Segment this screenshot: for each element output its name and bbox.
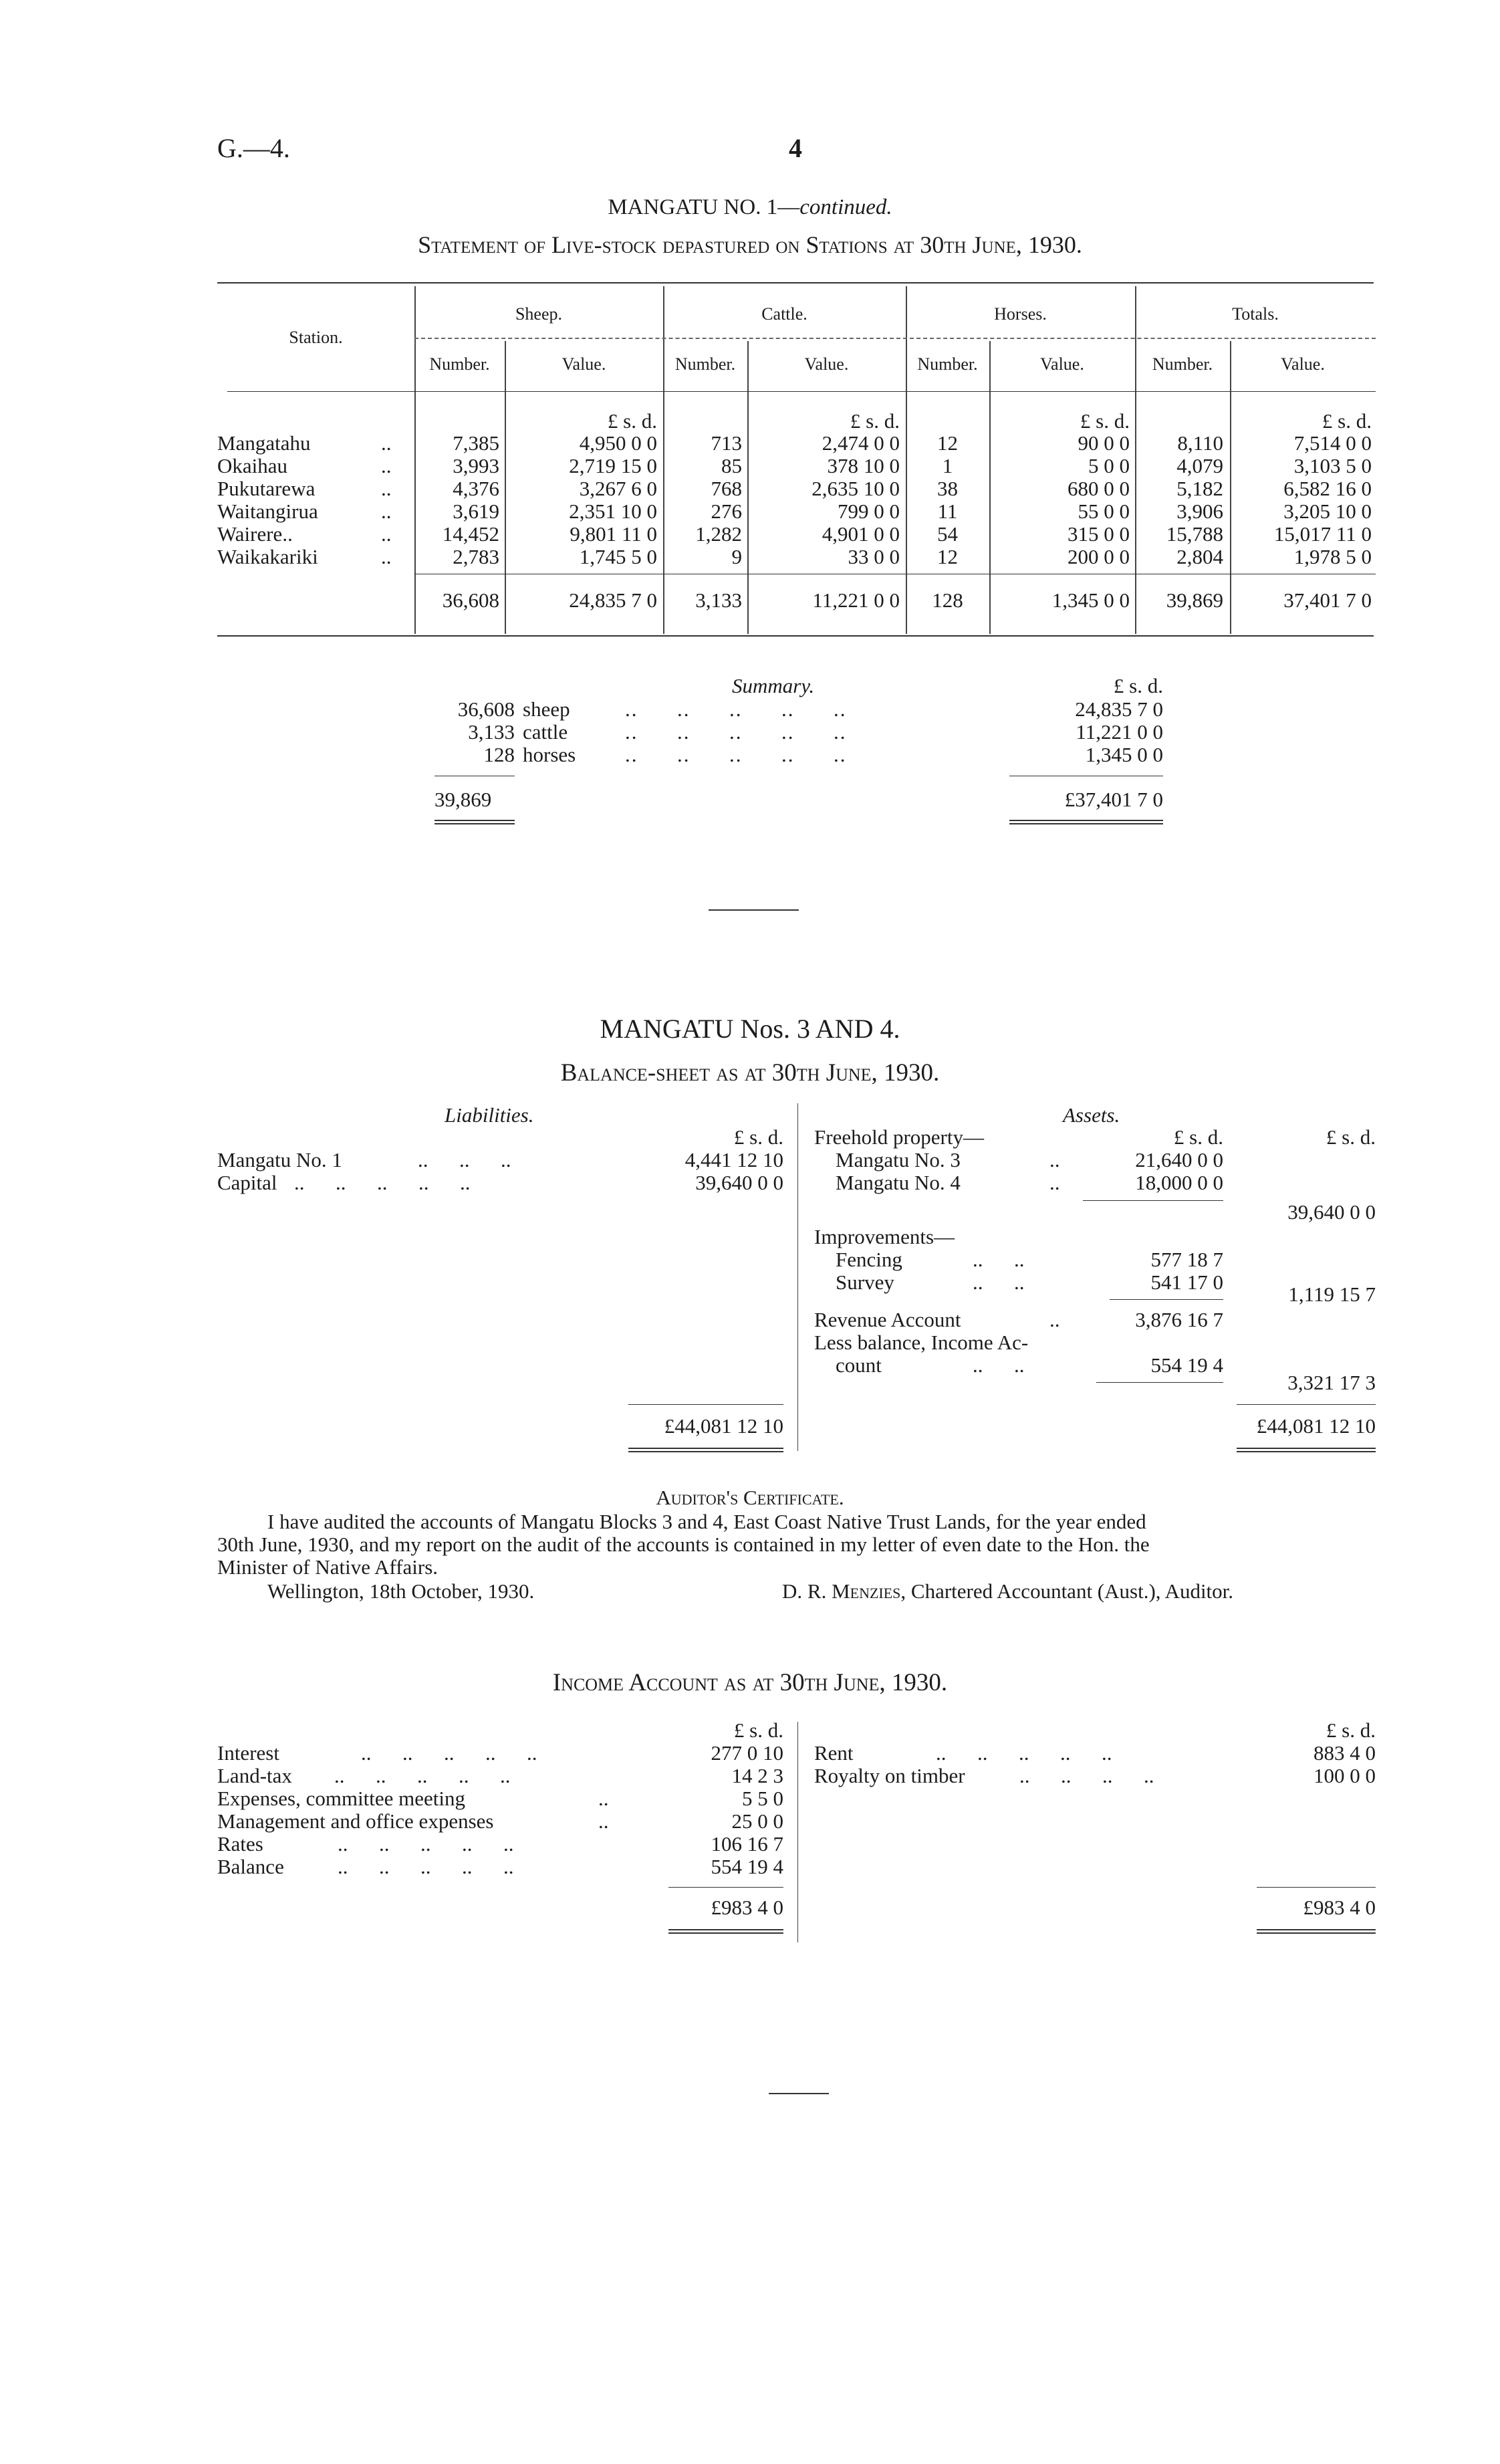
income-left-value: 554 19 4 bbox=[711, 1855, 783, 1878]
revenue-label: Revenue Account bbox=[814, 1308, 961, 1331]
balance-title: Balance-sheet as at 30th June, 1930. bbox=[560, 1059, 940, 1087]
sub-horses-value: Value. bbox=[1040, 354, 1084, 374]
sub-cattle-value: Value. bbox=[804, 354, 849, 374]
cattle-value: 2,635 10 0 bbox=[811, 477, 900, 500]
sheep-number: 4,376 bbox=[453, 477, 499, 500]
income-left-value: 5 5 0 bbox=[742, 1787, 783, 1810]
income-left-value: 277 0 10 bbox=[711, 1741, 783, 1765]
leader-dots: .. .. .. .. .. bbox=[361, 1741, 537, 1765]
horses-value: 680 0 0 bbox=[1068, 477, 1130, 500]
group-sheep: Sheep. bbox=[515, 304, 563, 324]
sub-horses-number: Number. bbox=[917, 354, 978, 374]
less-balance-value: 554 19 4 bbox=[1150, 1353, 1223, 1377]
station-name: Waitangirua bbox=[217, 499, 318, 523]
sheep-value: 3,267 6 0 bbox=[579, 477, 657, 500]
income-left-label: Land-tax bbox=[217, 1764, 292, 1787]
leader-dots: .. .. .. .. .. bbox=[625, 720, 847, 744]
lsd-cattle: £ s. d. bbox=[850, 409, 900, 433]
sheep-value: 9,801 11 0 bbox=[570, 522, 657, 546]
horses-value: 55 0 0 bbox=[1078, 499, 1130, 523]
income-right-total: £983 4 0 bbox=[1303, 1896, 1376, 1919]
leader-dots: .. bbox=[381, 454, 392, 477]
assets-label: Assets. bbox=[1063, 1103, 1120, 1127]
leader-dots: .. .. .. .. .. bbox=[338, 1855, 514, 1878]
auditor-signature bbox=[782, 1579, 1233, 1603]
summary-value: 1,345 0 0 bbox=[1085, 743, 1163, 766]
leader-dots: .. .. .. .. .. bbox=[936, 1741, 1112, 1765]
fencing-label: Fencing bbox=[836, 1248, 902, 1271]
totals-value: 1,978 5 0 bbox=[1293, 545, 1372, 568]
leader-dots: .. bbox=[1049, 1308, 1060, 1331]
income-right-label: Rent bbox=[814, 1741, 854, 1765]
summary-label: cattle bbox=[523, 720, 568, 744]
totals-number: 3,906 bbox=[1176, 499, 1223, 523]
assets-lsd-inner: £ s. d. bbox=[1173, 1125, 1223, 1149]
auditor-place-date: Wellington, 18th October, 1930. bbox=[267, 1579, 535, 1603]
leader-dots: .. .. .. .. .. bbox=[294, 1171, 471, 1194]
horses-value: 90 0 0 bbox=[1078, 431, 1130, 455]
summary-total-value: £37,401 7 0 bbox=[1064, 788, 1163, 811]
horses-number: 12 bbox=[937, 431, 958, 455]
auditor-line-1: I have audited the accounts of Mangatu Blocks 3 and 4, East Coast Native Trust Lands, for the year ended bbox=[267, 1510, 1146, 1533]
cattle-number: 768 bbox=[711, 477, 742, 500]
group-horses: Horses. bbox=[994, 304, 1047, 324]
leader-dots: .. .. bbox=[973, 1270, 1025, 1294]
income-right-label: Royalty on timber bbox=[814, 1764, 965, 1787]
sheep-number: 3,619 bbox=[453, 499, 499, 523]
totals-value: 15,017 11 0 bbox=[1273, 522, 1372, 546]
sub-totals-number: Number. bbox=[1152, 354, 1213, 374]
lsd-totals: £ s. d. bbox=[1322, 409, 1372, 433]
sub-sheep-number: Number. bbox=[429, 354, 490, 374]
mangatu3-label: Mangatu No. 3 bbox=[836, 1148, 961, 1171]
income-left-value: 14 2 3 bbox=[731, 1764, 783, 1787]
mangatu3-value: 21,640 0 0 bbox=[1135, 1148, 1223, 1171]
station-name: Okaihau bbox=[217, 454, 288, 477]
summary-label: sheep bbox=[523, 697, 570, 721]
station-name: Pukutarewa bbox=[217, 477, 316, 500]
station-name: Wairere.. bbox=[217, 522, 293, 546]
bottom-divider bbox=[769, 2093, 829, 2094]
leader-dots: .. bbox=[381, 522, 392, 546]
liabilities-label: Liabilities. bbox=[445, 1103, 534, 1127]
less-balance-label: Less balance, Income Ac- bbox=[814, 1331, 1029, 1354]
cattle-value: 4,901 0 0 bbox=[822, 522, 900, 546]
freehold-label: Freehold property— bbox=[814, 1125, 984, 1149]
revenue-value: 3,876 16 7 bbox=[1135, 1308, 1223, 1331]
mangatu4-label: Mangatu No. 4 bbox=[836, 1171, 961, 1194]
horses-number: 1 bbox=[942, 454, 953, 477]
cattle-number: 713 bbox=[711, 431, 742, 455]
total-cattle-value: 11,221 0 0 bbox=[812, 588, 900, 612]
mangatu4-value: 18,000 0 0 bbox=[1135, 1171, 1223, 1194]
summary-total-count: 39,869 bbox=[434, 788, 492, 811]
leader-dots: .. .. .. .. bbox=[1019, 1764, 1154, 1787]
income-right-value: 100 0 0 bbox=[1314, 1764, 1376, 1787]
cattle-number: 1,282 bbox=[695, 522, 742, 546]
total-horses-value: 1,345 0 0 bbox=[1051, 588, 1130, 612]
totals-number: 2,804 bbox=[1176, 545, 1223, 568]
liability-label: Capital bbox=[217, 1171, 277, 1194]
income-left-label: Management and office expenses bbox=[217, 1809, 494, 1833]
totals-number: 15,788 bbox=[1166, 522, 1223, 546]
auditor-designation: Chartered Accountant (Aust.), Auditor. bbox=[910, 1579, 1234, 1603]
total-totals-value: 37,401 7 0 bbox=[1283, 588, 1372, 612]
liabilities-total: £44,081 12 10 bbox=[664, 1414, 783, 1438]
income-left-label: Interest bbox=[217, 1741, 279, 1765]
auditor-line-3: Minister of Native Affairs. bbox=[217, 1555, 439, 1579]
auditor-title: Auditor's Certificate. bbox=[656, 1486, 844, 1509]
balance-heading: MANGATU Nos. 3 AND 4. bbox=[600, 1014, 900, 1044]
horses-value: 5 0 0 bbox=[1088, 454, 1130, 477]
totals-number: 8,110 bbox=[1177, 431, 1223, 455]
lsd-sheep: £ s. d. bbox=[607, 409, 657, 433]
total-horses-number: 128 bbox=[932, 588, 963, 612]
cattle-number: 85 bbox=[721, 454, 742, 477]
livestock-title: Statement of Live-stock depastured on Stations at 30th June, 1930. bbox=[418, 231, 1082, 258]
table-top-rule bbox=[217, 282, 1374, 284]
cattle-number: 9 bbox=[731, 545, 742, 568]
cattle-value: 799 0 0 bbox=[838, 499, 900, 523]
totals-value: 7,514 0 0 bbox=[1293, 431, 1372, 455]
liabilities-lsd: £ s. d. bbox=[733, 1125, 783, 1149]
survey-label: Survey bbox=[836, 1270, 894, 1294]
summary-value: 11,221 0 0 bbox=[1076, 720, 1163, 744]
improvements-label: Improvements— bbox=[814, 1225, 955, 1248]
summary-count: 3,133 bbox=[468, 720, 515, 744]
cattle-value: 378 10 0 bbox=[827, 454, 900, 477]
cattle-value: 33 0 0 bbox=[848, 545, 900, 568]
sub-totals-value: Value. bbox=[1281, 354, 1325, 374]
fencing-value: 577 18 7 bbox=[1150, 1248, 1223, 1271]
leader-dots: .. bbox=[1049, 1171, 1060, 1194]
auditor-name: D. R. Menzies, bbox=[782, 1579, 906, 1603]
cattle-number: 276 bbox=[711, 499, 742, 523]
income-left-lsd: £ s. d. bbox=[733, 1718, 783, 1742]
livestock-heading-cont: continued. bbox=[799, 195, 892, 219]
leader-dots: .. bbox=[598, 1787, 609, 1810]
total-sheep-value: 24,835 7 0 bbox=[569, 588, 657, 612]
less-balance-label-cont: count bbox=[836, 1353, 882, 1377]
horses-number: 54 bbox=[937, 522, 958, 546]
summary-title: Summary. bbox=[732, 674, 815, 697]
liability-value: 4,441 12 10 bbox=[684, 1148, 783, 1171]
improvements-total: 1,119 15 7 bbox=[1288, 1282, 1376, 1306]
income-title: Income Account as at 30th June, 1930. bbox=[552, 1669, 948, 1696]
leader-dots: .. .. .. .. .. bbox=[338, 1832, 514, 1856]
total-sheep-number: 36,608 bbox=[442, 588, 499, 612]
page-number: 4 bbox=[789, 133, 802, 163]
assets-total: £44,081 12 10 bbox=[1256, 1414, 1376, 1438]
leader-dots: .. bbox=[1049, 1148, 1060, 1171]
leader-dots: .. .. .. .. .. bbox=[334, 1764, 511, 1787]
page-ref: G.—4. bbox=[217, 133, 290, 163]
leader-dots: .. bbox=[381, 545, 392, 568]
sheep-number: 2,783 bbox=[453, 545, 499, 568]
cattle-value: 2,474 0 0 bbox=[822, 431, 900, 455]
sub-sheep-value: Value. bbox=[561, 354, 606, 374]
lsd-horses: £ s. d. bbox=[1080, 409, 1130, 433]
leader-dots: .. bbox=[381, 477, 392, 500]
income-left-value: 106 16 7 bbox=[711, 1832, 783, 1856]
auditor-line-2: 30th June, 1930, and my report on the audit of the accounts is contained in my letter of even date to the Hon. the bbox=[217, 1533, 1150, 1556]
sheep-value: 2,351 10 0 bbox=[569, 499, 657, 523]
summary-label: horses bbox=[523, 743, 576, 766]
station-name: Waikakariki bbox=[217, 545, 318, 568]
col-station: Station. bbox=[289, 328, 343, 347]
leader-dots: .. .. .. bbox=[418, 1148, 511, 1171]
summary-lsd: £ s. d. bbox=[1113, 674, 1163, 697]
group-totals: Totals. bbox=[1232, 304, 1279, 324]
income-left-label: Balance bbox=[217, 1855, 284, 1878]
horses-value: 315 0 0 bbox=[1068, 522, 1130, 546]
leader-dots: .. .. bbox=[973, 1248, 1025, 1271]
sheep-value: 4,950 0 0 bbox=[579, 431, 657, 455]
freehold-total: 39,640 0 0 bbox=[1287, 1200, 1376, 1224]
horses-number: 38 bbox=[937, 477, 958, 500]
table-bottom-rule bbox=[217, 635, 1374, 637]
section-divider bbox=[709, 909, 799, 911]
sheep-value: 1,745 5 0 bbox=[579, 545, 657, 568]
totals-value: 3,205 10 0 bbox=[1283, 499, 1372, 523]
sheep-number: 14,452 bbox=[442, 522, 499, 546]
sheep-number: 3,993 bbox=[453, 454, 499, 477]
survey-value: 541 17 0 bbox=[1150, 1270, 1223, 1294]
livestock-heading-main: MANGATU NO. 1— bbox=[608, 195, 800, 219]
leader-dots: .. bbox=[598, 1809, 609, 1833]
totals-number: 4,079 bbox=[1176, 454, 1223, 477]
horses-value: 200 0 0 bbox=[1068, 545, 1130, 568]
total-cattle-number: 3,133 bbox=[695, 588, 742, 612]
totals-number: 5,182 bbox=[1176, 477, 1223, 500]
livestock-heading bbox=[0, 195, 1500, 220]
leader-dots: .. .. .. .. .. bbox=[625, 743, 847, 766]
liability-value: 39,640 0 0 bbox=[695, 1171, 783, 1194]
summary-value: 24,835 7 0 bbox=[1075, 697, 1163, 721]
leader-dots: .. .. .. .. .. bbox=[625, 697, 847, 721]
income-right-lsd: £ s. d. bbox=[1326, 1718, 1376, 1742]
group-cattle: Cattle. bbox=[761, 304, 807, 324]
leader-dots: .. .. bbox=[973, 1353, 1025, 1377]
income-left-label: Expenses, committee meeting bbox=[217, 1787, 466, 1810]
summary-count: 36,608 bbox=[457, 697, 515, 721]
sheep-value: 2,719 15 0 bbox=[569, 454, 657, 477]
summary-count: 128 bbox=[483, 743, 515, 766]
income-left-value: 25 0 0 bbox=[731, 1809, 783, 1833]
income-left-total: £983 4 0 bbox=[711, 1896, 783, 1919]
horses-number: 11 bbox=[937, 499, 958, 523]
totals-value: 6,582 16 0 bbox=[1283, 477, 1372, 500]
leader-dots: .. bbox=[381, 431, 392, 455]
assets-lsd-outer: £ s. d. bbox=[1326, 1125, 1376, 1149]
totals-value: 3,103 5 0 bbox=[1293, 454, 1372, 477]
horses-number: 12 bbox=[937, 545, 958, 568]
sub-cattle-number: Number. bbox=[674, 354, 736, 374]
income-left-label: Rates bbox=[217, 1832, 263, 1856]
header-bottom-rule bbox=[227, 391, 1376, 392]
sheep-number: 7,385 bbox=[453, 431, 499, 455]
leader-dots: .. bbox=[381, 499, 392, 523]
revenue-total: 3,321 17 3 bbox=[1287, 1371, 1376, 1394]
total-totals-number: 39,869 bbox=[1166, 588, 1223, 612]
liability-label: Mangatu No. 1 bbox=[217, 1148, 342, 1171]
income-right-value: 883 4 0 bbox=[1314, 1741, 1376, 1765]
station-name: Mangatahu bbox=[217, 431, 311, 455]
